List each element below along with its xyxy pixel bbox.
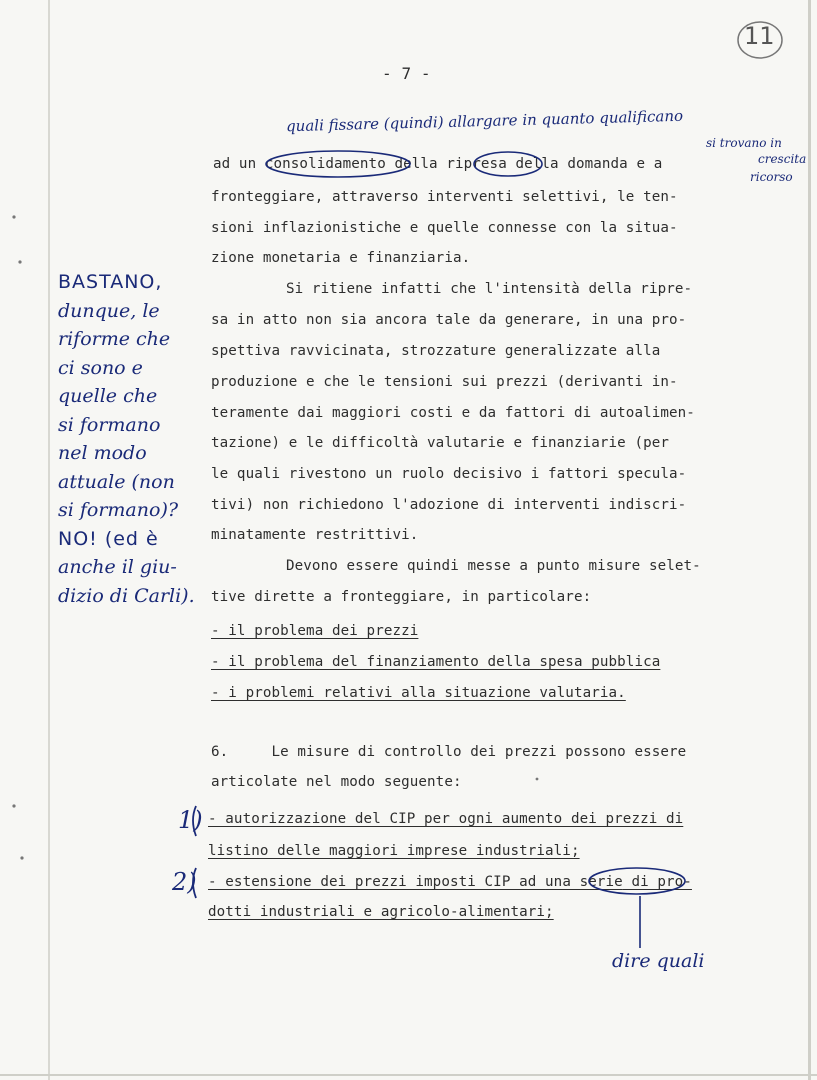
scan-speck	[536, 778, 539, 781]
body-line: sioni inflazionistiche e quelle connesse con la situa-	[211, 220, 678, 236]
scan-speck	[12, 215, 15, 218]
handwritten-numeral-2: 2)	[172, 868, 197, 896]
annotation-top-line1: quali fissare (quindi) allargare in quanto qualificano	[285, 106, 684, 136]
body-line: le quali rivestono un ruolo decisivo i fattori specula-	[211, 466, 687, 482]
text-fragment: della domanda e a	[506, 156, 663, 172]
body-line: spettiva ravvicinata, strozzature generalizzate alla	[211, 343, 661, 359]
scan-speck	[12, 804, 15, 807]
body-line: zione monetaria e finanziaria.	[211, 250, 471, 266]
annotation-right-line1: crescita	[758, 152, 807, 166]
annotation-bottom: dire quali	[612, 950, 705, 972]
margin-annotation-line: ci sono e	[58, 356, 143, 379]
margin-annotation	[58, 268, 208, 610]
margin-annotation-line: BASTANO,	[58, 271, 163, 293]
margin-annotation-line: attuale (non	[58, 470, 175, 493]
margin-annotation-line: si formano)?	[58, 499, 179, 521]
annotation-right-line2: ricorso	[750, 170, 793, 184]
body-line: articolate nel modo seguente:	[211, 774, 462, 790]
body-line: Si ritiene infatti che l'intensità della ripre-	[286, 281, 693, 297]
scan-speck	[18, 260, 21, 263]
body-line: Devono essere quindi messe a punto misure selet-	[286, 558, 701, 574]
body-line: produzione e che le tensioni sui prezzi (derivanti in-	[211, 374, 678, 390]
text-fragment: di pro-	[622, 874, 692, 890]
margin-annotation-line: si formano	[58, 413, 161, 436]
list-item: - il problema del finanziamento della spesa pubblica	[211, 654, 661, 670]
page-number: - 7 -	[382, 64, 431, 83]
list-item: - il problema dei prezzi	[211, 623, 419, 639]
body-line: sa in atto non sia ancora tale da generare, in una pro-	[211, 312, 687, 328]
body-line: tive dirette a fronteggiare, in particolare:	[211, 589, 592, 605]
margin-annotation-line: riforme che	[58, 328, 171, 350]
annotation-top-line2: si trovano in	[706, 136, 782, 150]
text-fragment: della	[385, 156, 447, 172]
section-heading-line: 6. Le misure di controllo dei prezzi possono essere	[211, 744, 687, 760]
circled-word-consolidamento: consolidamento	[264, 156, 386, 172]
margin-annotation-line: quelle che	[58, 385, 158, 407]
page-edge-bottom	[0, 1074, 817, 1076]
circled-phrase-una-serie: una serie	[545, 874, 623, 890]
page-edge-left	[48, 0, 50, 1080]
body-line: fronteggiare, attraverso interventi selettivi, le ten-	[211, 189, 678, 205]
measure-item-2-cont: dotti industriali e agricolo-alimentari;	[208, 904, 554, 920]
margin-annotation-line: NO! (ed è	[58, 527, 159, 550]
measure-item-2	[208, 874, 692, 890]
scan-speck	[20, 856, 23, 859]
handwritten-numeral-1: 1)	[178, 806, 203, 834]
page-edge-right	[808, 0, 811, 1080]
text-fragment: ad un	[213, 156, 265, 172]
body-line: tazione) e le difficoltà valutarie e finanziarie (per	[211, 435, 670, 451]
list-item: - i problemi relativi alla situazione valutaria.	[211, 685, 626, 701]
margin-annotation-line: dizio di Carli).	[58, 584, 195, 607]
margin-annotation-line: nel modo	[58, 442, 147, 464]
circled-word-ripresa: ripresa	[446, 156, 507, 172]
body-line: teramente dai maggiori costi e da fattori di autoalimen-	[211, 405, 695, 421]
measure-item-1-cont: listino delle maggiori imprese industriali;	[208, 843, 580, 859]
body-line	[213, 156, 662, 172]
measure-item-1: - autorizzazione del CIP per ogni aumento dei prezzi di	[208, 811, 684, 827]
body-line: minatamente restrittivi.	[211, 527, 419, 543]
margin-annotation-line: dunque, le	[58, 299, 160, 322]
archive-number: 11	[744, 22, 775, 50]
body-line: tivi) non richiedono l'adozione di interventi indiscri-	[211, 497, 687, 513]
text-fragment: - estensione dei prezzi imposti CIP ad	[208, 874, 546, 890]
margin-annotation-line: anche il giu-	[58, 556, 177, 578]
